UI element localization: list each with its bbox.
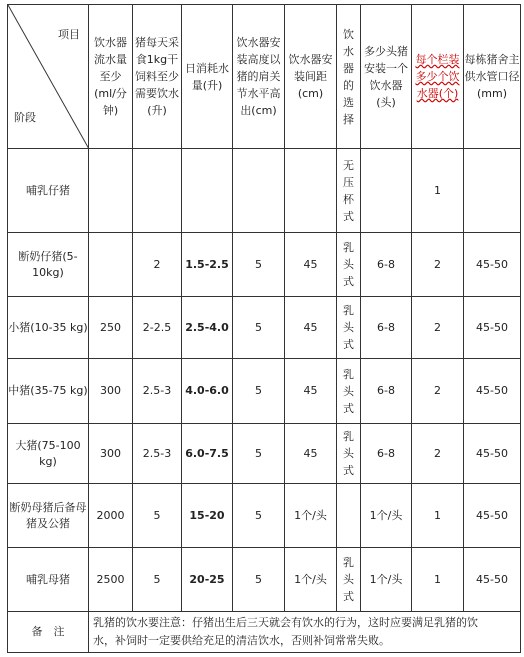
feed-water-cell [133, 149, 182, 233]
header-daily: 日消耗水量(升) [182, 5, 233, 149]
header-type: 饮水器的选择 [343, 27, 354, 126]
type-cell: 无压杯式 [343, 158, 354, 223]
flow-cell: 2000 [89, 484, 133, 548]
table-row [8, 149, 521, 233]
feed-water-cell: 5 [133, 484, 182, 548]
table-row [8, 359, 521, 424]
spacing-cell: 45 [285, 233, 337, 297]
pigs-per-cell: 6-8 [361, 424, 412, 484]
header-flow: 饮水器流水量至少(ml/分钟) [89, 5, 133, 149]
spacing-cell [285, 149, 337, 233]
spacing-cell: 45 [285, 424, 337, 484]
type-cell-wrap [337, 548, 361, 612]
per-pen-cell: 2 [412, 424, 464, 484]
stage-cell: 断奶母猪后备母猪及公猪 [8, 484, 89, 548]
feed-water-cell: 2-2.5 [133, 297, 182, 359]
remark-line-2: 水，补饲时一定要供给充足的清洁饮水，否则补饲常常失败。 [93, 634, 390, 647]
table-row [8, 548, 521, 612]
pigs-per-cell [361, 149, 412, 233]
feed-water-cell: 2.5-3 [133, 424, 182, 484]
daily-cell: 4.0-6.0 [182, 359, 233, 424]
header-feed-water: 猪每天采食1kg干饲料至少需要饮水(升) [133, 5, 182, 149]
corner-bottom-label: 阶段 [14, 111, 36, 124]
stage-cell: 哺乳仔猪 [8, 149, 89, 233]
per-pen-cell: 2 [412, 233, 464, 297]
table-row [8, 297, 521, 359]
pipe-cell [464, 149, 521, 233]
height-cell: 5 [233, 424, 285, 484]
header-pipe: 每栋猪舍主供水管口径(mm) [464, 5, 521, 149]
corner-header-cell [8, 5, 89, 149]
pigs-per-cell: 6-8 [361, 233, 412, 297]
per-pen-cell: 1 [412, 548, 464, 612]
type-cell: 乳头式 [343, 241, 354, 288]
flow-cell [89, 233, 133, 297]
remark-line-1: 乳猪的饮水要注意：仔猪出生后三天就会有饮水的行为，这时应要满足乳猪的饮 [93, 616, 478, 629]
header-height: 饮水器安装高度以猪的肩关节水平高出(cm) [233, 5, 285, 149]
per-pen-cell: 2 [412, 297, 464, 359]
pipe-cell: 45-50 [464, 233, 521, 297]
daily-cell: 20-25 [182, 548, 233, 612]
height-cell: 5 [233, 359, 285, 424]
spacing-cell: 1个/头 [285, 548, 337, 612]
per-pen-cell: 1 [412, 149, 464, 233]
feed-water-cell: 5 [133, 548, 182, 612]
pigs-per-cell: 6-8 [361, 297, 412, 359]
type-cell: 乳头式 [343, 556, 354, 603]
feed-water-cell: 2 [133, 233, 182, 297]
remark-text [89, 612, 521, 653]
daily-cell: 15-20 [182, 484, 233, 548]
type-cell: 乳头式 [343, 430, 354, 477]
stage-cell: 中猪(35-75 kg) [8, 359, 89, 424]
stage-cell: 小猪(10-35 kg) [8, 297, 89, 359]
water-supply-table [7, 4, 521, 653]
stage-cell: 断奶仔猪(5-10kg) [8, 233, 89, 297]
height-cell [233, 149, 285, 233]
height-cell: 5 [233, 548, 285, 612]
daily-cell: 1.5-2.5 [182, 233, 233, 297]
feed-water-cell: 2.5-3 [133, 359, 182, 424]
flow-cell: 300 [89, 424, 133, 484]
daily-cell [182, 149, 233, 233]
pipe-cell: 45-50 [464, 297, 521, 359]
per-pen-cell: 2 [412, 359, 464, 424]
type-cell-wrap [337, 359, 361, 424]
stage-cell: 哺乳母猪 [8, 548, 89, 612]
remark-label: 备 注 [8, 612, 89, 653]
daily-cell: 2.5-4.0 [182, 297, 233, 359]
spacing-cell: 1个/头 [285, 484, 337, 548]
header-pigs-per: 多少头猪安装一个饮水器(头) [361, 5, 412, 149]
flow-cell [89, 149, 133, 233]
stage-cell: 大猪(75-100 kg) [8, 424, 89, 484]
type-cell-wrap [337, 149, 361, 233]
corner-top-label: 项目 [58, 28, 80, 41]
pipe-cell: 45-50 [464, 424, 521, 484]
table-row [8, 484, 521, 548]
header-per-pen: 每个栏装多少个饮水器(个) [412, 5, 464, 149]
header-row [8, 5, 521, 149]
type-cell-wrap [337, 297, 361, 359]
header-spacing: 饮水器安装间距(cm) [285, 5, 337, 149]
pipe-cell: 45-50 [464, 484, 521, 548]
header-type-cell [337, 5, 361, 149]
daily-cell: 6.0-7.5 [182, 424, 233, 484]
table-row [8, 424, 521, 484]
height-cell: 5 [233, 233, 285, 297]
type-cell-wrap [337, 233, 361, 297]
remark-row [8, 612, 521, 653]
type-cell-wrap [337, 484, 361, 548]
height-cell: 5 [233, 297, 285, 359]
pipe-cell: 45-50 [464, 548, 521, 612]
height-cell: 5 [233, 484, 285, 548]
flow-cell: 2500 [89, 548, 133, 612]
pigs-per-cell: 6-8 [361, 359, 412, 424]
pigs-per-cell: 1个/头 [361, 484, 412, 548]
spacing-cell: 45 [285, 297, 337, 359]
pipe-cell: 45-50 [464, 359, 521, 424]
type-cell-wrap [337, 424, 361, 484]
flow-cell: 300 [89, 359, 133, 424]
spacing-cell: 45 [285, 359, 337, 424]
per-pen-cell: 1 [412, 484, 464, 548]
table-row [8, 233, 521, 297]
flow-cell: 250 [89, 297, 133, 359]
type-cell: 乳头式 [343, 304, 354, 351]
type-cell: 乳头式 [343, 367, 354, 415]
pigs-per-cell: 1个/头 [361, 548, 412, 612]
